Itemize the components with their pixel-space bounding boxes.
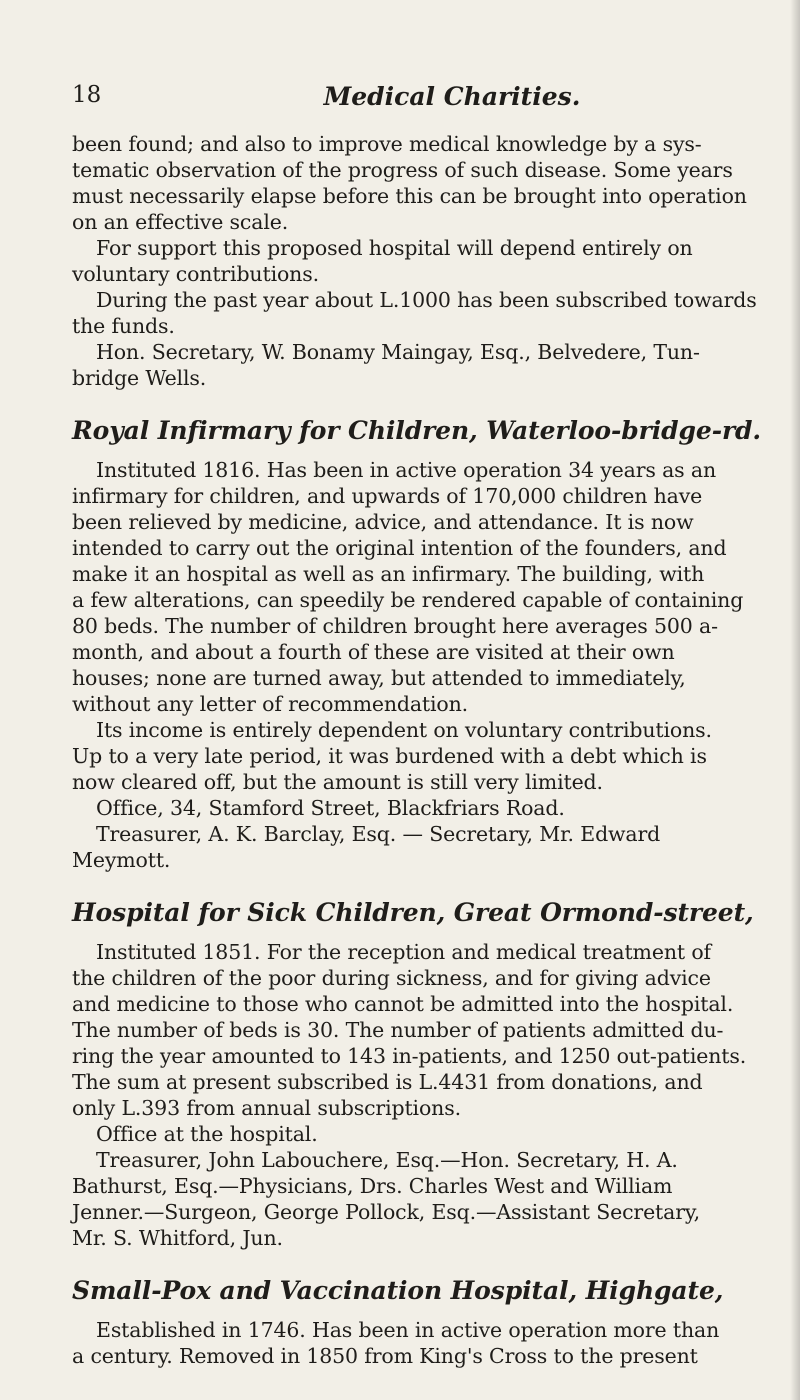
text-line: tematic observation of the progress of such disease. Some years <box>72 158 733 182</box>
running-title: Medical Charities. <box>323 82 581 111</box>
text-line: the funds. <box>72 314 175 338</box>
text-line: During the past year about L.1000 has been subscribed towards <box>96 288 757 312</box>
text-line: make it an hospital as well as an infirmary. The building, with <box>72 562 705 586</box>
text-line: intended to carry out the original intention of the founders, and <box>72 536 727 560</box>
text-line: a century. Removed in 1850 from King's Cross to the present <box>72 1344 698 1368</box>
text-line: Office, 34, Stamford Street, Blackfriars Road. <box>96 796 565 820</box>
text-line: 80 beds. The number of children brought here averages 500 a- <box>72 614 718 638</box>
text-line: Its income is entirely dependent on voluntary contributions. <box>96 718 712 742</box>
text-line: For support this proposed hospital will depend entirely on <box>96 236 693 260</box>
text-line: Instituted 1851. For the reception and medical treatment of <box>96 940 711 964</box>
text-line: Treasurer, John Labouchere, Esq.—Hon. Secretary, H. A. <box>96 1148 678 1172</box>
text-line: ring the year amounted to 143 in-patients, and 1250 out-patients. <box>72 1044 747 1068</box>
text-line: houses; none are turned away, but attended to immediately, <box>72 666 686 690</box>
text-line: only L.393 from annual subscriptions. <box>72 1096 461 1120</box>
section-heading: Hospital for Sick Children, Great Ormond-street, <box>72 898 754 927</box>
text-line: bridge Wells. <box>72 366 207 390</box>
section-heading: Small-Pox and Vaccination Hospital, Highgate, <box>72 1276 724 1305</box>
text-line: must necessarily elapse before this can be brought into operation <box>72 184 747 208</box>
text-line: Treasurer, A. K. Barclay, Esq. — Secretary, Mr. Edward <box>96 822 661 846</box>
text-line: voluntary contributions. <box>72 262 319 286</box>
text-line: been found; and also to improve medical knowledge by a sys- <box>72 132 702 156</box>
text-line: Up to a very late period, it was burdened with a debt which is <box>72 744 707 768</box>
text-line: Meymott. <box>72 848 171 872</box>
text-line: month, and about a fourth of these are visited at their own <box>72 640 675 664</box>
text-line: on an effective scale. <box>72 210 289 234</box>
text-line: and medicine to those who cannot be admitted into the hospital. <box>72 992 734 1016</box>
page-edge-shadow <box>790 0 800 1400</box>
text-line: Established in 1746. Has been in active operation more than <box>96 1318 720 1342</box>
text-line: been relieved by medicine, advice, and attendance. It is now <box>72 510 694 534</box>
page-number: 18 <box>72 82 102 108</box>
text-line: Hon. Secretary, W. Bonamy Maingay, Esq., Belvedere, Tun- <box>96 340 700 364</box>
section-heading: Royal Infirmary for Children, Waterloo-bridge-rd. <box>72 416 762 445</box>
text-line: without any letter of recommendation. <box>72 692 469 716</box>
text-line: The sum at present subscribed is L.4431 from donations, and <box>72 1070 703 1094</box>
text-line: The number of beds is 30. The number of patients admitted du- <box>72 1018 724 1042</box>
page-header <box>72 84 788 118</box>
text-line: infirmary for children, and upwards of 170,000 children have <box>72 484 703 508</box>
text-line: Bathurst, Esq.—Physicians, Drs. Charles West and William <box>72 1174 673 1198</box>
text-line: a few alterations, can speedily be rendered capable of containing <box>72 588 744 612</box>
text-line: the children of the poor during sickness, and for giving advice <box>72 966 711 990</box>
text-line: Office at the hospital. <box>96 1122 318 1146</box>
text-line: now cleared off, but the amount is still very limited. <box>72 770 603 794</box>
text-line: Mr. S. Whitford, Jun. <box>72 1226 283 1250</box>
text-line: Instituted 1816. Has been in active operation 34 years as an <box>96 458 717 482</box>
text-line: Jenner.—Surgeon, George Pollock, Esq.—Assistant Secretary, <box>72 1200 700 1224</box>
